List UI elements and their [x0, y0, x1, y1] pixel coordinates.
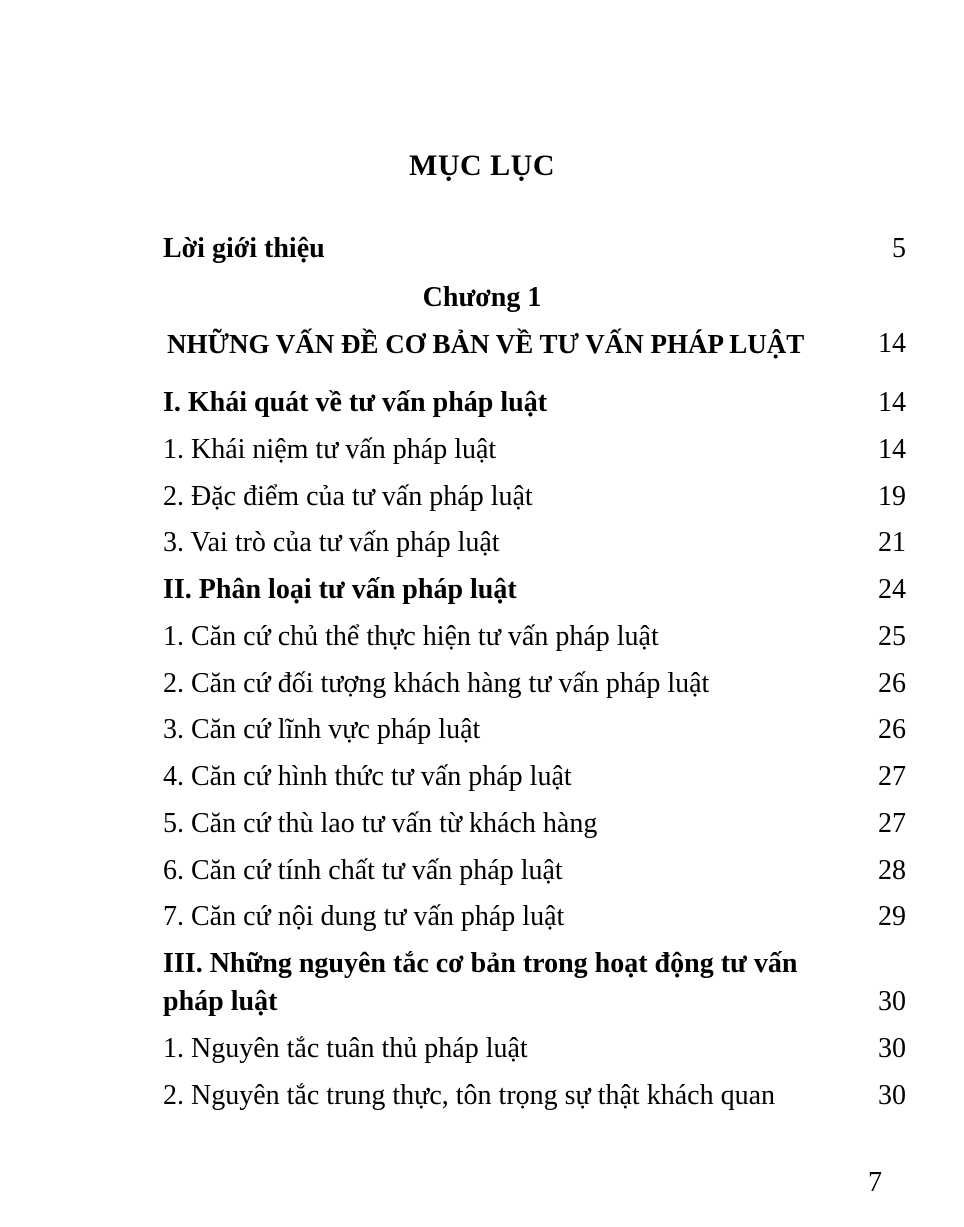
- toc-entry-label: 1. Căn cứ chủ thể thực hiện tư vấn pháp luật: [163, 621, 659, 652]
- toc-entry-label: 2. Căn cứ đối tượng khách hàng tư vấn pháp luật: [163, 668, 710, 699]
- toc-entry-page: 25: [878, 621, 906, 652]
- page-number: 7: [868, 1167, 882, 1198]
- toc-entry-page: 28: [878, 855, 906, 886]
- toc-entry-label: 4. Căn cứ hình thức tư vấn pháp luật: [163, 761, 572, 792]
- toc-entry-label: Lời giới thiệu: [163, 233, 325, 264]
- toc-entry: [163, 432, 906, 468]
- toc-entry: [163, 899, 906, 935]
- toc-section-page: 14: [878, 387, 906, 418]
- toc-entry: [163, 1031, 906, 1067]
- toc-entry: [163, 712, 906, 748]
- toc-section: [163, 572, 906, 608]
- toc-entry: [163, 759, 906, 795]
- toc-section-page: 30: [878, 986, 906, 1017]
- toc-entry: [163, 479, 906, 515]
- toc-entry-page: 14: [878, 434, 906, 465]
- toc-entry-page: 5: [892, 233, 906, 264]
- toc-section: [163, 385, 906, 421]
- toc-entry: [163, 525, 906, 561]
- toc-entry-label: 2. Nguyên tắc trung thực, tôn trọng sự thật khách quan: [163, 1080, 775, 1111]
- toc-section-3: [163, 984, 906, 1020]
- toc-section-page: 24: [878, 574, 906, 605]
- toc-entry-label: 5. Căn cứ thù lao tư vấn từ khách hàng: [163, 808, 598, 839]
- toc-entry-page: 30: [878, 1033, 906, 1064]
- toc-entry-intro: [163, 231, 906, 267]
- toc-entry-page: 19: [878, 481, 906, 512]
- page-title: MỤC LỤC: [409, 149, 555, 182]
- toc-entry: [163, 666, 906, 702]
- toc-entry-page: 30: [878, 1080, 906, 1111]
- toc-entry: [163, 1078, 906, 1114]
- chapter-heading-text: NHỮNG VẤN ĐỀ CƠ BẢN VỀ TƯ VẤN PHÁP LUẬT: [167, 329, 805, 359]
- toc-entry-page: 26: [878, 714, 906, 745]
- toc-entry: [163, 619, 906, 655]
- toc-entry-page: 21: [878, 527, 906, 558]
- toc-entry-label: 2. Đặc điểm của tư vấn pháp luật: [163, 481, 533, 512]
- toc-entry-label: 3. Vai trò của tư vấn pháp luật: [163, 527, 500, 558]
- toc-entry-label: 1. Khái niệm tư vấn pháp luật: [163, 434, 497, 465]
- chapter-heading-page: 14: [878, 328, 906, 359]
- toc-entry-label: 7. Căn cứ nội dung tư vấn pháp luật: [163, 901, 565, 932]
- toc-entry-page: 27: [878, 761, 906, 792]
- chapter-label: Chương 1: [422, 282, 542, 313]
- toc-entry: [163, 806, 906, 842]
- toc-entry: [163, 853, 906, 889]
- toc-section-3-line1: III. Những nguyên tắc cơ bản trong hoạt động tư vấn: [163, 948, 798, 979]
- toc-entry-label: 3. Căn cứ lĩnh vực pháp luật: [163, 714, 481, 745]
- toc-section-label: II. Phân loại tư vấn pháp luật: [163, 574, 517, 605]
- toc-section-label: I. Khái quát về tư vấn pháp luật: [163, 387, 548, 418]
- toc-entry-page: 27: [878, 808, 906, 839]
- toc-entry-label: 1. Nguyên tắc tuân thủ pháp luật: [163, 1033, 528, 1064]
- toc-entry-page: 26: [878, 668, 906, 699]
- toc-entry-label: 6. Căn cứ tính chất tư vấn pháp luật: [163, 855, 563, 886]
- toc-entry-page: 29: [878, 901, 906, 932]
- toc-section-label: pháp luật: [163, 986, 278, 1017]
